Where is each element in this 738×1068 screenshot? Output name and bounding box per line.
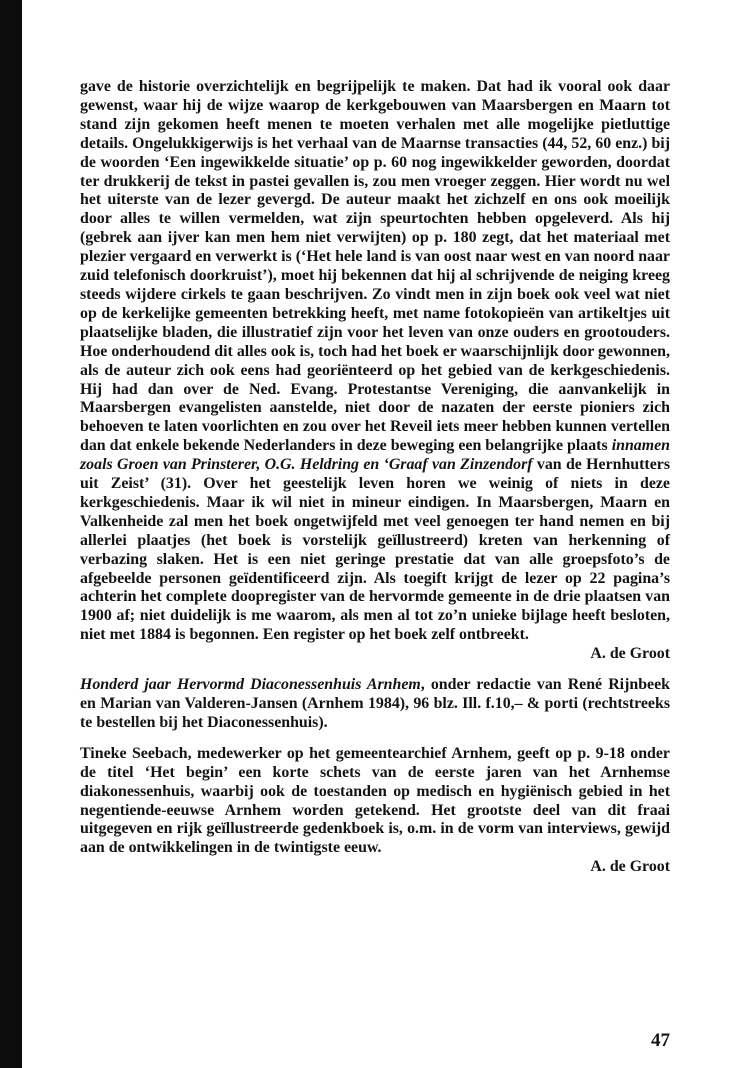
page-body <box>80 78 670 877</box>
citation-details: , onder redactie van René Rijnbeek en Marian van Valderen-Jansen (Arnhem 1984), 96 blz. Ill. f.10,– & porti (rechtstreeks te bestellen bij het Diaconessenhuis). <box>80 676 671 731</box>
page-number: 47 <box>651 1030 670 1051</box>
book-title: Honderd jaar Hervormd Diaconessenhuis Arnhem <box>80 676 421 694</box>
review-text-end: van de Hernhutters uit Zeist’ (31). Over het geestelijk leven horen we weinig of niets in deze kerkgeschiedenis. Maar ik wil niet in mineur eindigen. In Maarsbergen, Maarn en Valkenheide zal men het boek ongetwijfeld met veel genoegen ter hand nemen en bij allerlei plaatjes (het boek is vorstelijk geïllustreerd) kreten van herkenning of verbazing slaken. Het is een niet geringe prestatie dat van alle groepsfoto’s de afgebeelde personen geïdentificeerd zijn. Als toegift krijgt de lezer op 22 pagina’s achterin het complete doopregister van de hervormde gemeente in de drie plaatsen van 1900 af; niet duidelijk is me waarom, als men al tot zo’n unieke bijlage heeft besloten, niet met 1884 is begonnen. Een register op het boek zelf ontbreekt. <box>80 456 671 644</box>
book-citation <box>80 676 670 733</box>
review-text: gave de historie overzichtelijk en begrijpelijk te maken. Dat had ik vooral ook daar gewenst, waar hij de wijze waarop de kerkgebouwen van Maarsbergen en Maarn tot stand zijn gekomen heeft menen te moeten verhalen met alle mogelijke pietluttige details. Ongelukkigerwijs is het verhaal van de Maarnse transacties (44, 52, 60 enz.) bij de woorden ‘Een ingewikkelde situatie’ op p. 60 nog ingewikkelder geworden, doordat ter drukkerij de tekst in pastei gevallen is, zou men vroeger zeggen. Hier wordt nu wel het uiterste van de lezer gevergd. De auteur maakt het zichzelf en ons ook moeilijk door alles te willen vermelden, wat zijn speurtochten hebben opgeleverd. Als hij (gebrek aan ijver kan men hem niet verwijten) op p. 180 zegt, dat het materiaal met plezier vergaard en verwerkt is (‘Het hele land is van oost naar west en van noord naar zuid telefonisch doorkruist’), moet hij bekennen dat hij al schrijvende de neiging kreeg steeds wijdere cirkels te gaan beschrijven. Zo vindt men in zijn boek ook veel wat niet op de kerkelijke gemeenten betrekking heeft, met name fotokopieën van artikeltjes uit plaatselijke bladen, die illustratief zijn voor het leven van onze ouders en grootouders. Hoe onderhoudend dit alles ook is, toch had het boek er waarschijnlijk door gewonnen, als de auteur zich ook eens had georiënteerd op het gebied van de kerkgeschiedenis. Hij had dan over de Ned. Evang. Protestantse Vereniging, die aanvankelijk in Maarsbergen evangelisten aanstelde, niet door de nazaten der eerste pioniers zich behoeven te laten voorlichten en zou over het Reveil iets meer hebben kunnen vertellen dan dat enkele bekende Nederlanders in deze beweging een belangrijke plaats <box>80 78 670 455</box>
scan-edge <box>0 0 22 1068</box>
review2-signature: A. de Groot <box>590 858 670 876</box>
review2-paragraph: Tineke Seebach, medewerker op het gemeentearchief Arnhem, geeft op p. 9-18 onder de titel ‘Het begin’ een korte schets van de eerste jaren van het Arnhemse diakonessenhuis, waarbij ook de toestanden op medisch en hygiënisch gebied in het negentiende-eeuwse Arnhem worden getekend. Het grootste deel van dit fraai uitgegeven en rijk geïllustreerde gedenkboek is, o.m. in de vorm van interviews, gewijd aan de ontwikkelingen in de twintigste eeuw. <box>80 744 670 857</box>
review-paragraph <box>80 78 670 645</box>
review-italic-text: innamen zoals Groen van Prinsterer, O.G. Heldring en ‘Graaf van Zinzendorf <box>80 437 670 474</box>
review-signature: A. de Groot <box>590 645 670 663</box>
